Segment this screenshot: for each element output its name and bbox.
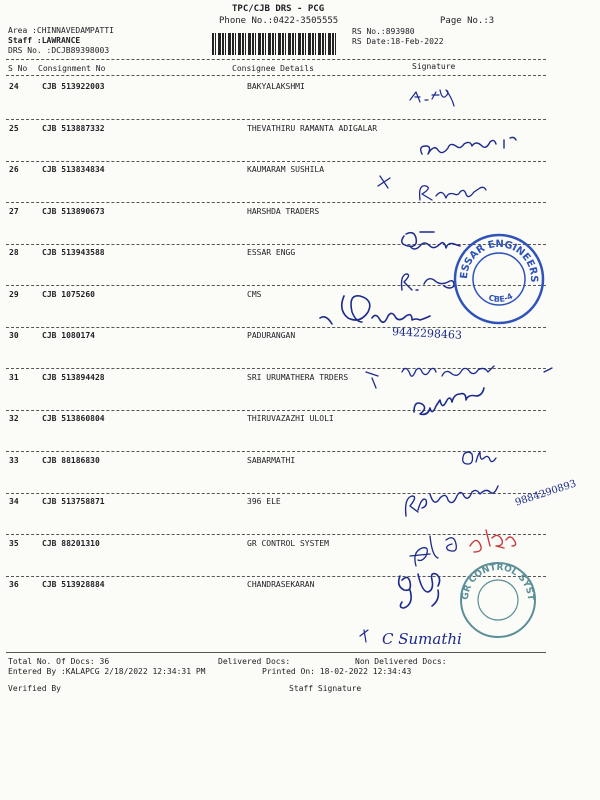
row-consignee: PADURANGAN [247,331,296,340]
verified-by: Verified By [8,684,61,693]
row-consignment: CJB 513928884 [42,580,105,589]
row-consignment: CJB 513758871 [42,497,105,506]
row-consignment: CJB 88186830 [42,455,100,465]
row-sno: 26 [9,165,19,174]
row-consignee: BAKYALAKSHMI [247,82,305,91]
staff-signature: Staff Signature [289,684,362,693]
col-consignee: Consignee Details [232,64,314,73]
row-sno: 31 [9,372,19,382]
row-consignee: CMS [247,289,262,299]
essar-stamp [452,232,546,326]
page-number: Page No.:3 [440,16,495,26]
row-consignment: CJB 513922003 [42,82,105,91]
row-sno: 28 [9,248,19,257]
essar-stamp-top-path: ESSAR ENGINEERS [458,238,540,283]
row-consignment: CJB 513890673 [42,206,105,216]
grcontrol-stamp [453,553,538,640]
signature-35 [399,574,440,608]
row-sno: 27 [9,206,19,216]
row-sno: 25 [9,123,19,133]
signature-29 [320,296,430,324]
total-docs: Total No. Of Docs: 36 [8,657,110,666]
area-label: Area :CHINNAVEDAMPATTI [8,26,114,35]
row-consignment: CJB 513894428 [42,372,105,382]
grcontrol-stamp-path: GR CONTROL SYSTEMS [453,553,536,601]
entered-by: Entered By :KALAPCG 2/18/2022 12:34:31 PM [8,667,206,676]
row-sno: 29 [9,289,19,299]
row-sno: 24 [9,82,19,91]
col-sno: S No [8,64,28,73]
essar-stamp-bottom-path: CBE-4 [487,291,515,305]
col-consignment: Consignment No [38,64,106,73]
row-consignment: CJB 1075260 [42,289,95,299]
row-consignment: CJB 513887332 [42,123,105,133]
rs-number: RS No.:893980 [352,27,415,36]
signature-31 [414,388,484,414]
signature-32 [463,452,496,464]
printed-on: Printed On: 18-02-2022 12:34:43 [262,667,412,676]
row-sno: 36 [9,580,19,589]
row-consignee: HARSHDA TRADERS [247,206,320,216]
signature-34-red [470,530,516,552]
grcontrol-stamp-inner-ring [478,580,518,620]
row-consignee: CHANDRASEKARAN [247,580,315,589]
phone-number: Phone No.:0422-3505555 [219,16,339,26]
signature-26 [378,176,486,200]
signature-30 [366,366,552,388]
non-delivered-docs: Non Delivered Docs: [355,657,447,666]
signature-36-mark [360,630,368,642]
signature-34 [410,536,456,566]
row-consignment: CJB 1080174 [42,331,95,340]
row-sno: 30 [9,331,19,340]
handwritten-phone-33: 9884290893 [513,478,578,509]
row-sno: 35 [9,538,19,548]
signature-28 [402,274,455,290]
footer-rule [6,652,546,653]
rs-date: RS Date:18-Feb-2022 [352,37,444,46]
row-sno: 34 [9,497,19,506]
row-sno: 33 [9,455,19,465]
signature-33 [406,486,498,516]
delivered-docs: Delivered Docs: [218,657,291,666]
drs-number: DRS No. :DCJB89398003 [8,46,110,55]
staff-label: Staff :LAWRANCE [8,36,81,45]
row-consignee: KAUMARAM SUSHILA [247,165,325,174]
row-consignment: CJB 513943588 [42,248,105,257]
row-consignee: ESSAR ENGG [247,248,296,257]
row-consignee: SABARMATHI [247,455,296,465]
row-consignment: CJB 513860804 [42,414,105,423]
row-consignment: CJB 88201310 [42,538,100,548]
col-signature: Signature [412,62,456,71]
row-sno: 32 [9,414,19,423]
signature-24 [410,90,454,106]
handwritten-name-36: C Sumathi [382,630,462,648]
row-consignee: 396 ELE [247,497,281,506]
signature-25 [421,137,516,154]
row-consignee: SRI URUMATHERA TRDERS [247,372,349,382]
row-consignee: THEVATHIRU RAMANTA ADIGALAR [247,123,378,133]
grcontrol-stamp-text [454,553,536,602]
handwritten-phone-29: 9442298463 [391,325,463,342]
row-consignee: GR CONTROL SYSTEM [247,538,329,548]
row-consignment: CJB 513834834 [42,165,105,174]
document-title: TPC/CJB DRS - PCG [232,4,325,14]
row-consignee: THIRUVAZAZHI ULOLI [247,414,334,423]
